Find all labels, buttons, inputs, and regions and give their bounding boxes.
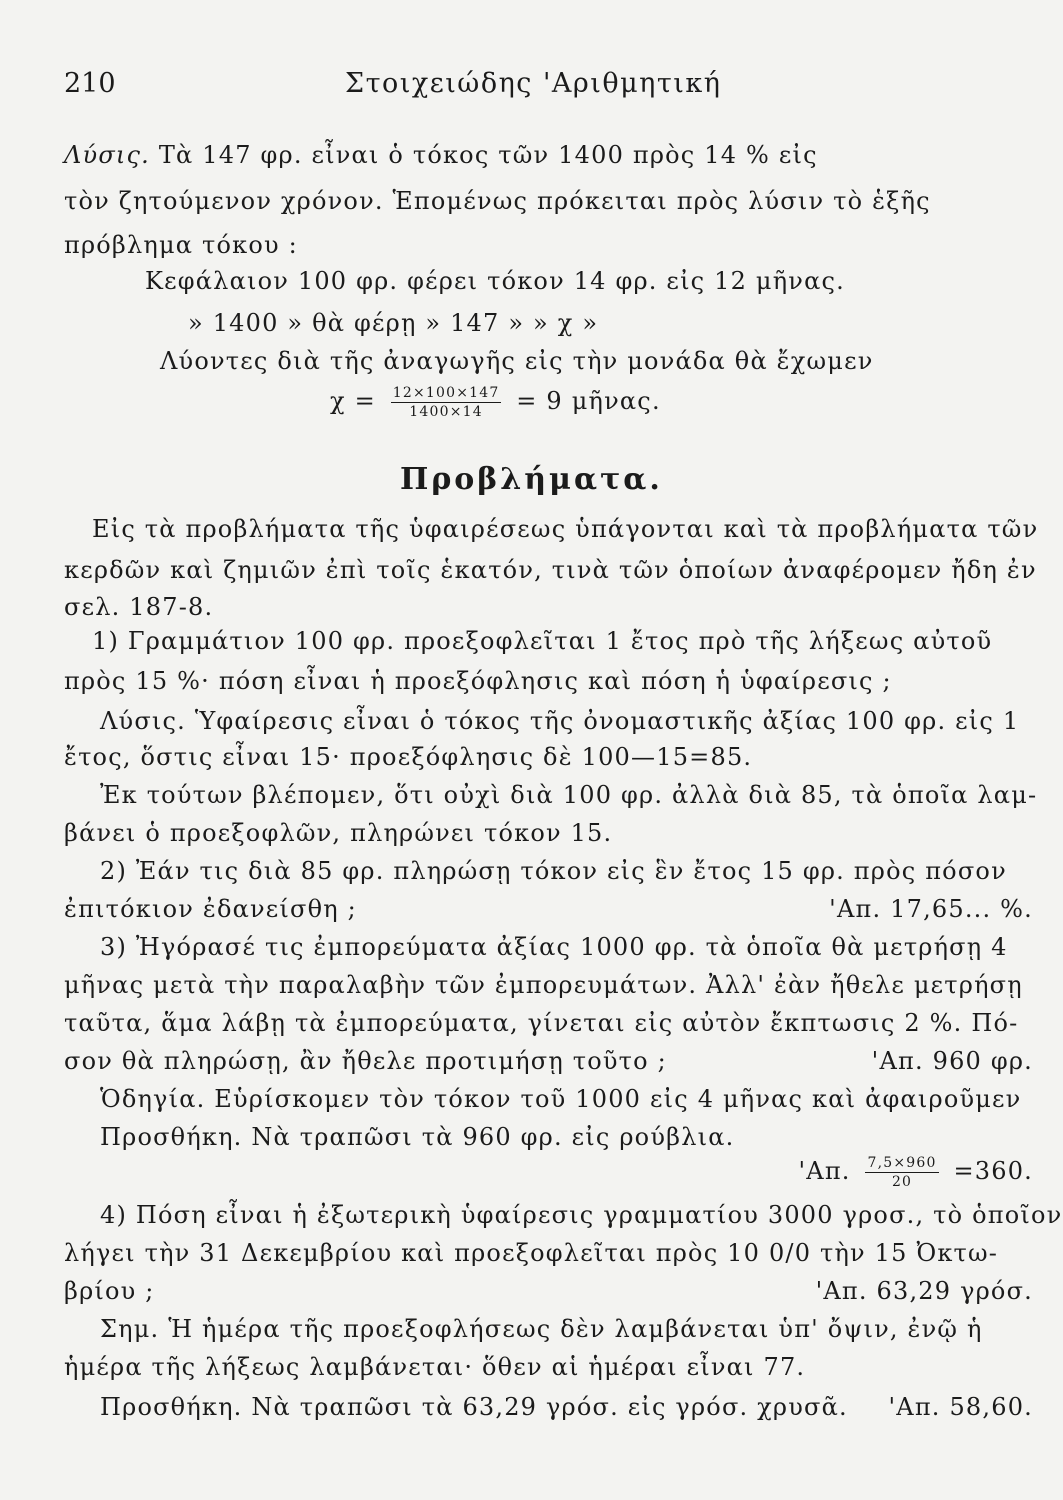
answer-numerator: 7,5×960 (867, 1155, 937, 1171)
rule-line-1: Κεφάλαιον 100 φρ. φέρει τόκον 14 φρ. εἰς 12 μῆνας. (145, 267, 845, 295)
answer-1-line-2: ἔτος, ὅστις εἶναι 15· προεξόφλησις δὲ 100—15=85. (64, 743, 753, 771)
answer-fraction (865, 1156, 938, 1189)
answer-1-line-3: Ἐκ τούτων βλέπομεν, ὅτι οὐχὶ διὰ 100 φρ. ἀλλὰ διὰ 85, τὰ ὁποῖα λαμ- (100, 781, 1038, 809)
problem-1-line-1: 1) Γραμμάτιον 100 φρ. προεξοφλεῖται 1 ἔτος πρὸ τῆς λήξεως αὐτοῦ (92, 627, 993, 655)
rule-line-3: Λύοντες διὰ τῆς ἀναγωγῆς εἰς τὴν μονάδα θὰ ἔχωμεν (160, 347, 874, 375)
equation-numerator: 12×100×147 (392, 385, 500, 401)
rule-line-2: » 1400 » θὰ φέρῃ » 147 » » χ » (188, 309, 599, 337)
problem-3-answer: 'Απ. 960 φρ. (871, 1047, 1033, 1075)
problem-3-line-3: ταῦτα, ἅμα λάβῃ τὰ ἐμπορεύματα, γίνεται εἰς αὐτὸν ἔκπτωσις 2 %. Πό- (64, 1009, 1019, 1037)
equation-rhs: = 9 μῆνας. (516, 387, 661, 415)
problem-3-addition: Προσθήκη. Νὰ τραπῶσι τὰ 960 φρ. εἰς ρούβλια. (100, 1123, 735, 1151)
paragraph-1-line-3: σελ. 187-8. (64, 593, 214, 621)
problem-3-line-1: 3) Ἠγόρασέ τις ἐμπορεύματα ἀξίας 1000 φρ. τὰ ὁποῖα θὰ μετρήσῃ 4 (100, 933, 1008, 961)
problem-2-line-2: ἐπιτόκιον ἐδανείσθη ; (64, 895, 357, 923)
note-line-1: Σημ. Ἡ ἡμέρα τῆς προεξοφλήσεως δὲν λαμβάνεται ὑπ' ὄψιν, ἐνῷ ἡ (100, 1315, 983, 1343)
problem-1-line-2: πρὸς 15 %· πόση εἶναι ἡ προεξόφλησις καὶ πόση ἡ ὑφαίρεσις ; (64, 667, 892, 695)
problem-4-line-2: λήγει τὴν 31 Δεκεμβρίου καὶ προεξοφλεῖται πρὸς 10 0/0 τὴν 15 Ὀκτω- (64, 1239, 999, 1267)
running-header-title: Στοιχειώδης 'Αριθμητική (345, 68, 722, 99)
answer-prefix: 'Απ. (798, 1157, 851, 1185)
equation-fraction (391, 386, 502, 419)
answer-result: =360. (953, 1157, 1033, 1185)
section-title: Προβλήματα. (400, 462, 663, 497)
problem-3-hint: Ὁδηγία. Εὑρίσκομεν τὸν τόκον τοῦ 1000 εἰς 4 μῆνας καὶ ἀφαιροῦμεν (100, 1085, 1022, 1113)
problem-3-addition-answer (799, 1156, 1034, 1189)
answer-1-line-1: Λύσις. Ὑφαίρεσις εἶναι ὁ τόκος τῆς ὀνομαστικῆς ἀξίας 100 φρ. εἰς 1 (100, 707, 1020, 735)
note-line-2: ἡμέρα τῆς λήξεως λαμβάνεται· ὅθεν αἱ ἡμέραι εἶναι 77. (64, 1353, 806, 1381)
paragraph-1-line-2: κερδῶν καὶ ζημιῶν ἐπὶ τοῖς ἑκατόν, τινὰ τῶν ὁποίων ἀναφέρομεν ἤδη ἐν (64, 556, 1037, 584)
paragraph-1-line-1: Εἰς τὰ προβλήματα τῆς ὑφαιρέσεως ὑπάγονται καὶ τὰ προβλήματα τῶν (92, 515, 1039, 543)
solution-label: Λύσις. (64, 141, 150, 169)
problem-4-line-3: βρίου ; (64, 1277, 155, 1305)
page-number: 210 (64, 68, 116, 99)
solution-line-3: πρόβλημα τόκου : (64, 231, 298, 259)
solution-text-1: Τὰ 147 φρ. εἶναι ὁ τόκος τῶν 1400 πρὸς 14 % εἰς (158, 141, 818, 169)
problem-2-answer: 'Απ. 17,65... %. (829, 895, 1033, 923)
answer-1-line-4: βάνει ὁ προεξοφλῶν, πληρώνει τόκον 15. (64, 819, 613, 847)
problem-4-addition-answer: 'Απ. 58,60. (888, 1393, 1033, 1421)
equation-lhs: χ = (330, 387, 376, 415)
problem-4-line-1: 4) Πόση εἶναι ἡ ἐξωτερικὴ ὑφαίρεσις γραμματίου 3000 γροσ., τὸ ὁποῖον (100, 1201, 1063, 1229)
problem-2-line-1: 2) Ἐάν τις διὰ 85 φρ. πληρώσῃ τόκον εἰς ἓν ἔτος 15 φρ. πρὸς πόσον (100, 857, 1007, 885)
problem-3-line-4: σον θὰ πληρώσῃ, ἂν ἤθελε προτιμήσῃ τοῦτο ; (64, 1047, 667, 1075)
answer-denominator: 20 (891, 1174, 913, 1190)
solution-line-1 (64, 140, 1044, 170)
equation (330, 386, 1063, 419)
problem-4-answer: 'Απ. 63,29 γρόσ. (815, 1277, 1033, 1305)
equation-denominator: 1400×14 (409, 404, 483, 420)
solution-line-2: τὸν ζητούμενον χρόνον. Ἑπομένως πρόκειται πρὸς λύσιν τὸ ἑξῆς (64, 187, 931, 215)
problem-4-addition: Προσθήκη. Νὰ τραπῶσι τὰ 63,29 γρόσ. εἰς γρόσ. χρυσᾶ. (100, 1393, 848, 1421)
problem-3-line-2: μῆνας μετὰ τὴν παραλαβὴν τῶν ἐμπορευμάτων. Ἀλλ' ἐὰν ἤθελε μετρήσῃ (64, 971, 1023, 999)
